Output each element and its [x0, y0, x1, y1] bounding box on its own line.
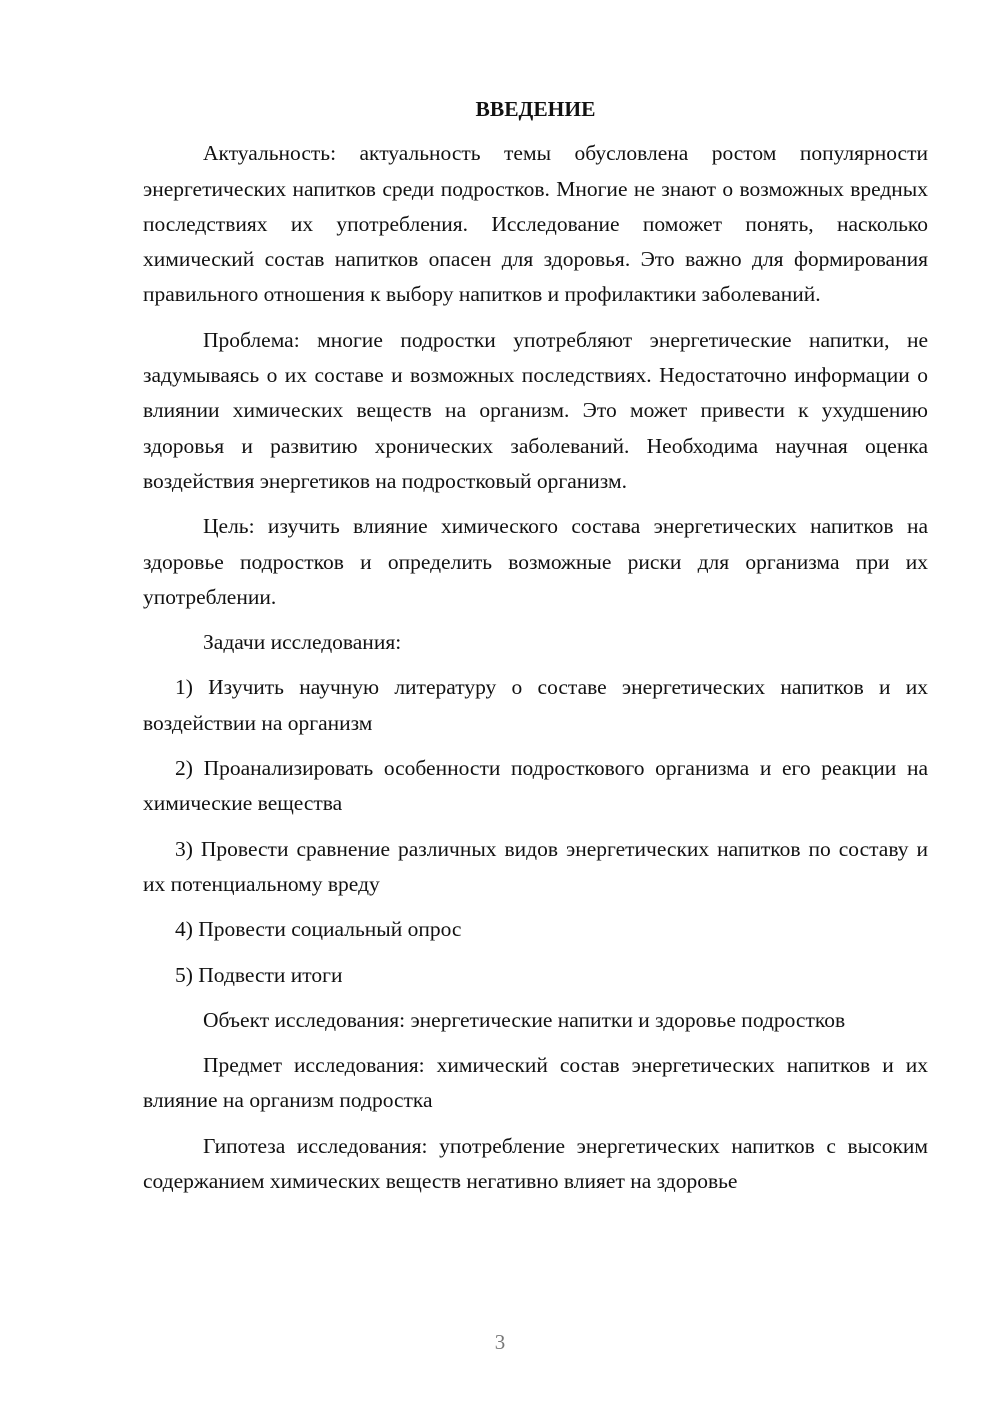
paragraph-object: Объект исследования: энергетические напитки и здоровье подростков	[203, 1007, 846, 1032]
paragraph-subject: Предмет исследования: химический состав энергетических напитков и их влияние на организм подростка	[143, 1053, 928, 1113]
task-item-4: 4) Провести социальный опрос	[175, 917, 462, 942]
page-title: ВВЕДЕНИЕ	[475, 97, 596, 121]
task-item-2: 2) Проанализировать особенности подросткового организма и его реакции на химические вещества	[143, 756, 928, 816]
paragraph-goal: Цель: изучить влияние химического состава энергетических напитков на здоровье подростков и определить возможные риски для организма при их употреблении.	[143, 514, 928, 609]
task-item-1: 1) Изучить научную литературу о составе энергетических напитков и их воздействии на организм	[143, 675, 928, 735]
paragraph-hypothesis: Гипотеза исследования: употребление энергетических напитков с высоким содержанием химических веществ негативно влияет на здоровье	[143, 1133, 928, 1194]
paragraph-relevance: Актуальность: актуальность темы обусловлена ростом популярности энергетических напитков среди подростков. Многие не знают о возможных вредных последствиях их употребления. Исследование поможет понять, насколько химический состав напитков опасен для здоровья. Это важно для формирования правильного отношения к выбору напитков и профилактики заболеваний.	[143, 141, 928, 307]
paragraph-problem: Проблема: многие подростки употребляют энергетические напитки, не задумываясь о их составе и возможных последствиях. Недостаточно информации о влиянии химических веществ на организм. Это может привести к ухудшению здоровья и развитию хронических заболеваний. Необходима научная оценка воздействия энергетиков на подростковый организм.	[143, 327, 928, 493]
paragraph-tasks-heading: Задачи исследования:	[203, 630, 402, 655]
document-body	[143, 92, 928, 1199]
page-number: 3	[494, 1330, 506, 1354]
task-item-5: 5) Подвести итоги	[175, 962, 343, 987]
task-item-3: 3) Провести сравнение различных видов энергетических напитков по составу и их потенциальному вреду	[143, 836, 928, 896]
